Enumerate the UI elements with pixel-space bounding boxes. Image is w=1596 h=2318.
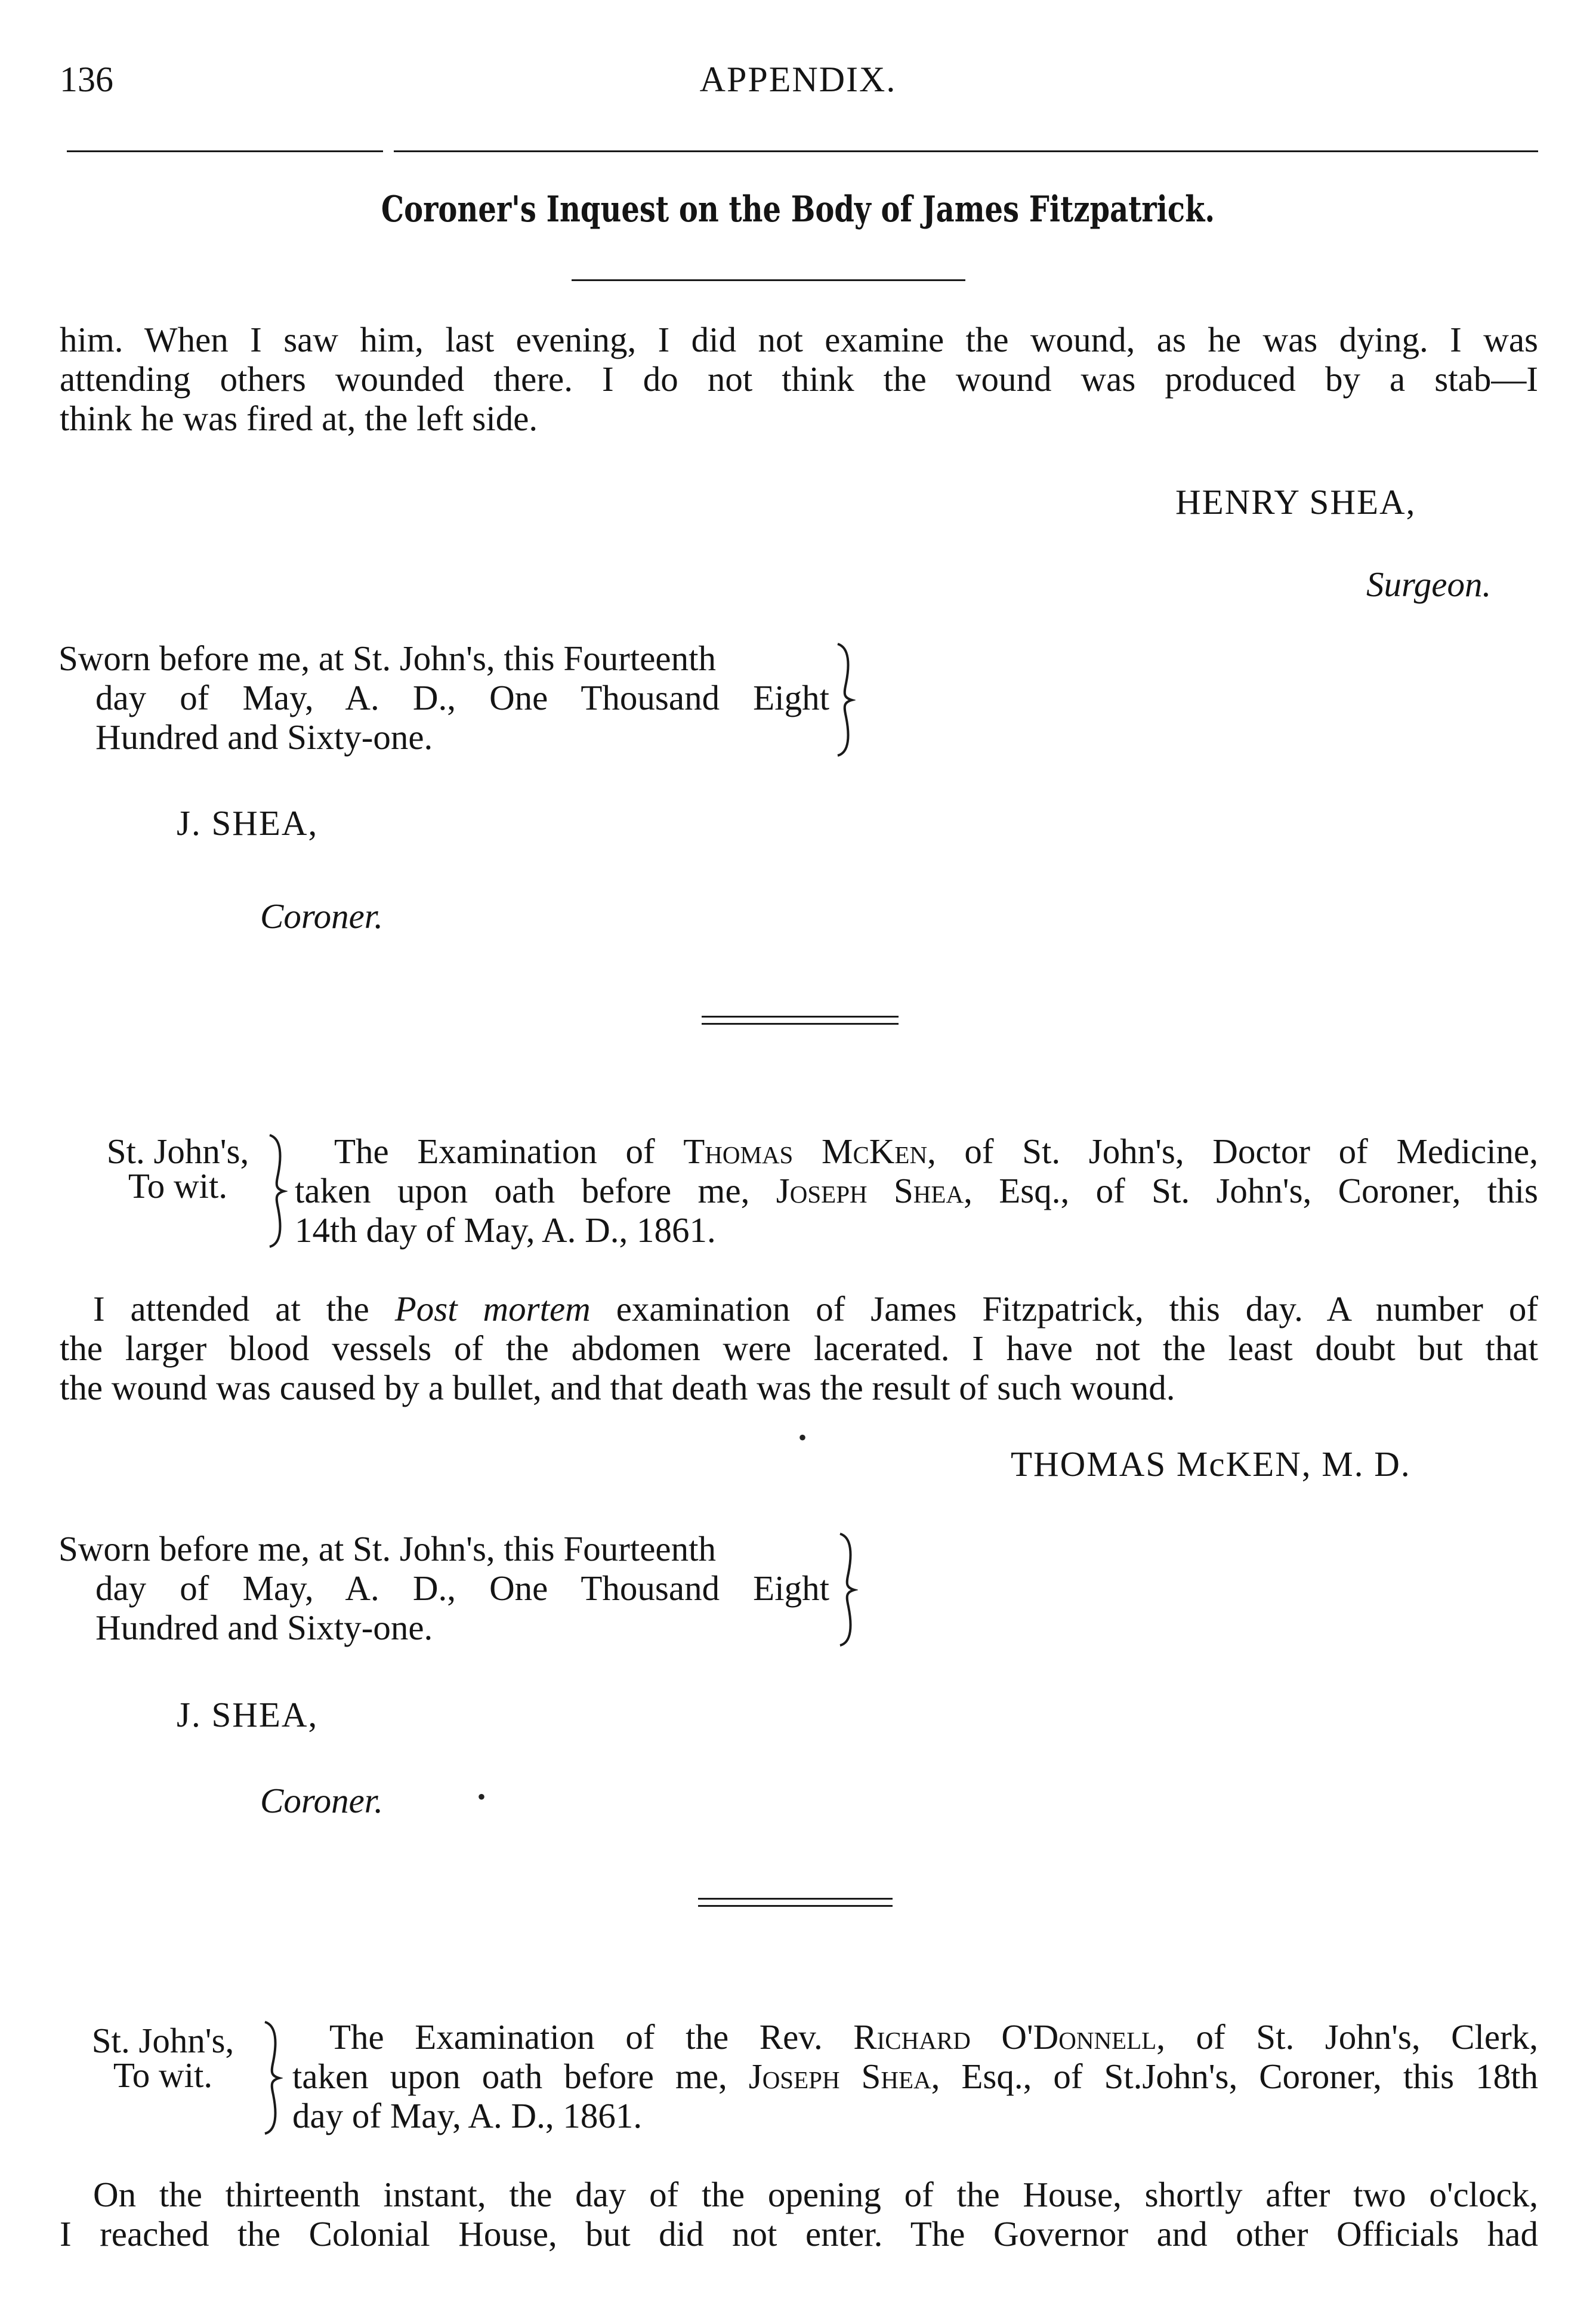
coroner-title: Coroner. [260, 1781, 383, 1820]
paragraph-line: the wound was caused by a bullet, and that death was the result of such wound. [60, 1368, 1175, 1407]
coroner-name: J. SHEA, [177, 803, 319, 843]
sworn-line: day of May, A. D., One Thousand Eight [95, 1568, 829, 1608]
paragraph-line: On the thirteenth instant, the day of the opening of the House, shortly after two o'clock, [93, 2175, 1538, 2214]
examination-intro-line: 14th day of May, A. D., 1861. [295, 1210, 716, 1250]
paragraph-line: I attended at the Post mortem examination of James Fitzpatrick, this day. A number of [93, 1289, 1538, 1328]
paragraph-line: think he was fired at, the left side. [60, 399, 538, 438]
venue-line: St. John's, [91, 2021, 234, 2060]
page-number: 136 [60, 60, 113, 99]
signature-title: Surgeon. [1366, 565, 1492, 604]
document-title: Coroner's Inquest on the Body of James Fitzpatrick. [381, 189, 1215, 230]
emphasis: Post mortem [394, 1289, 591, 1328]
paragraph-line: I reached the Colonial House, but did not enter. The Governor and other Officials had [60, 2214, 1538, 2254]
signature-name: HENRY SHEA, [1175, 482, 1416, 522]
coroner-name-inline: Joseph Shea [748, 2057, 931, 2096]
venue-brace [267, 1133, 288, 1249]
venue-label [64, 2021, 261, 2095]
section-divider [698, 1905, 893, 1907]
right-brace [835, 642, 856, 758]
sworn-line: Sworn before me, at St. John's, this Fourteenth [58, 1529, 717, 1568]
header-rule-right [394, 150, 1538, 152]
witness-name: Richard O'Donnell [853, 2017, 1157, 2057]
print-speck: • [798, 1424, 807, 1451]
coroner-title: Coroner. [260, 896, 383, 936]
sworn-line: Sworn before me, at St. John's, this Fourteenth [58, 639, 717, 678]
sworn-line: Hundred and Sixty-one. [95, 717, 433, 757]
venue-line: To wit. [113, 2055, 213, 2095]
paragraph-line: attending others wounded there. I do not think the wound was produced by a stab—I [60, 359, 1538, 399]
examination-intro-line: taken upon oath before me, Joseph Shea, Esq., of St.John's, Coroner, this 18th [292, 2057, 1539, 2096]
examination-intro-line: The Examination of the Rev. Richard O'Donnell, of St. John's, Clerk, [329, 2017, 1538, 2057]
section-divider [702, 1023, 899, 1025]
coroner-name: J. SHEA, [177, 1695, 319, 1734]
venue-line: St. John's, [106, 1132, 249, 1171]
coroner-name-inline: Joseph Shea [776, 1171, 964, 1210]
right-brace [838, 1531, 858, 1648]
venue-label [82, 1132, 273, 1206]
examination-intro-line: taken upon oath before me, Joseph Shea, Esq., of St. John's, Coroner, this [295, 1171, 1539, 1210]
title-underline [572, 279, 965, 281]
venue-brace [263, 2020, 283, 2136]
signature-name: THOMAS McKEN, M. D. [1011, 1444, 1411, 1484]
examination-intro-line: The Examination of Thomas McKen, of St. John's, Doctor of Medicine, [334, 1132, 1538, 1171]
section-divider [698, 1898, 893, 1900]
witness-name: Thomas McKen [683, 1132, 928, 1171]
section-divider [702, 1016, 899, 1018]
paragraph-line: him. When I saw him, last evening, I did not examine the wound, as he was dying. I was [60, 320, 1538, 359]
examination-intro-line: day of May, A. D., 1861. [292, 2096, 643, 2135]
sworn-line: Hundred and Sixty-one. [95, 1608, 433, 1647]
paragraph-line: the larger blood vessels of the abdomen were lacerated. I have not the least doubt but that [60, 1328, 1538, 1368]
venue-line: To wit. [128, 1166, 228, 1206]
header-rule-left [67, 150, 383, 152]
sworn-line: day of May, A. D., One Thousand Eight [95, 678, 829, 717]
print-speck: • [477, 1783, 486, 1810]
running-title: APPENDIX. [699, 60, 897, 99]
